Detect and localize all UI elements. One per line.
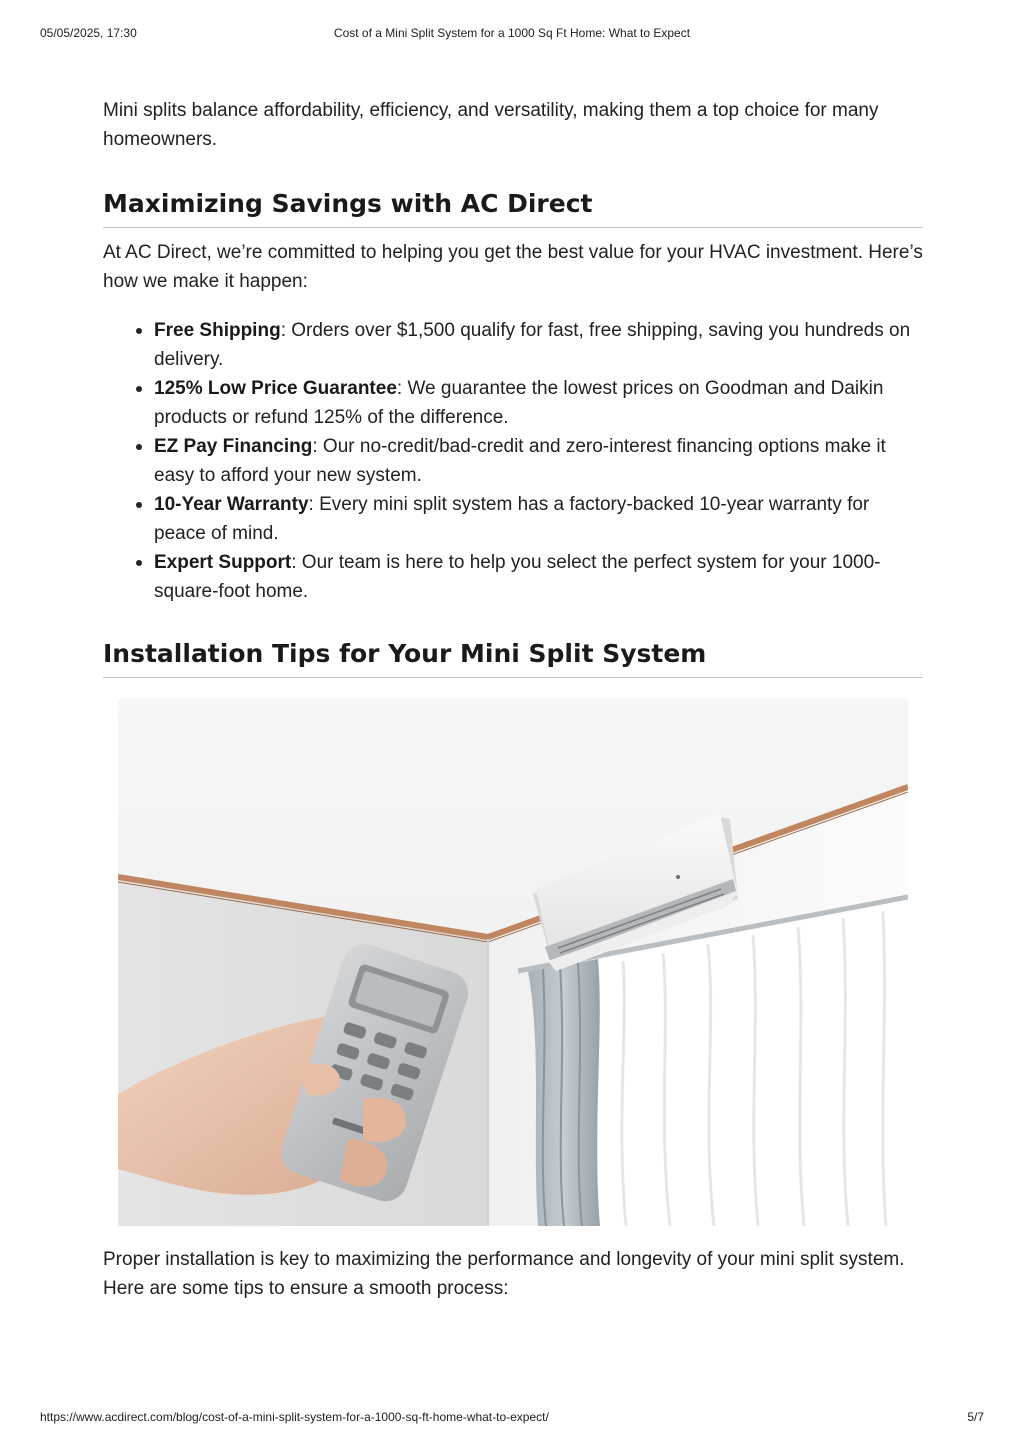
list-item [154,316,923,374]
list-item [154,374,923,432]
install-heading: Installation Tips for Your Mini Split System [103,638,923,678]
page-url: https://www.acdirect.com/blog/cost-of-a-mini-split-system-for-a-1000-sq-ft-home-what-to-expect/ [40,1410,549,1424]
feature-label: 125% Low Price Guarantee [154,378,397,399]
print-footer [40,1410,984,1426]
savings-heading: Maximizing Savings with AC Direct [103,188,923,228]
feature-label: Free Shipping [154,320,281,341]
feature-text: : Orders over $1,500 qualify for fast, free shipping, saving you hundreds on delivery. [154,320,911,370]
print-datetime: 05/05/2025, 17:30 [40,26,137,40]
closing-paragraph: Mini splits balance affordability, efficiency, and versatility, making them a top choice for many homeowners. [103,100,879,150]
list-item [154,432,923,490]
feature-text: : Our no-credit/bad-credit and zero-interest financing options make it easy to afford your new system. [154,436,886,486]
features-list [103,316,923,606]
list-item [154,490,923,548]
article-content [103,96,923,1303]
feature-label: EZ Pay Financing [154,436,313,457]
feature-text: : Our team is here to help you select the perfect system for your 1000-square-foot home. [154,552,881,602]
feature-label: Expert Support [154,552,292,573]
feature-text: : We guarantee the lowest prices on Goodman and Daikin products or refund 125% of the difference. [154,378,884,428]
page-number: 5/7 [967,1410,984,1424]
feature-label: 10-Year Warranty [154,494,309,515]
print-doc-title: Cost of a Mini Split System for a 1000 Sq Ft Home: What to Expect [333,26,691,40]
install-paragraph: Proper installation is key to maximizing the performance and longevity of your mini split system. Here are some tips to ensure a smooth process: [103,1249,905,1299]
mini-split-illustration [118,699,908,1226]
list-item [154,548,923,606]
mini-split-photo [118,699,908,1226]
savings-intro: At AC Direct, we’re committed to helping you get the best value for your HVAC investment. Here’s how we make it happen: [103,242,923,292]
feature-text: : Every mini split system has a factory-backed 10-year warranty for peace of mind. [154,494,870,544]
print-header [40,26,984,42]
